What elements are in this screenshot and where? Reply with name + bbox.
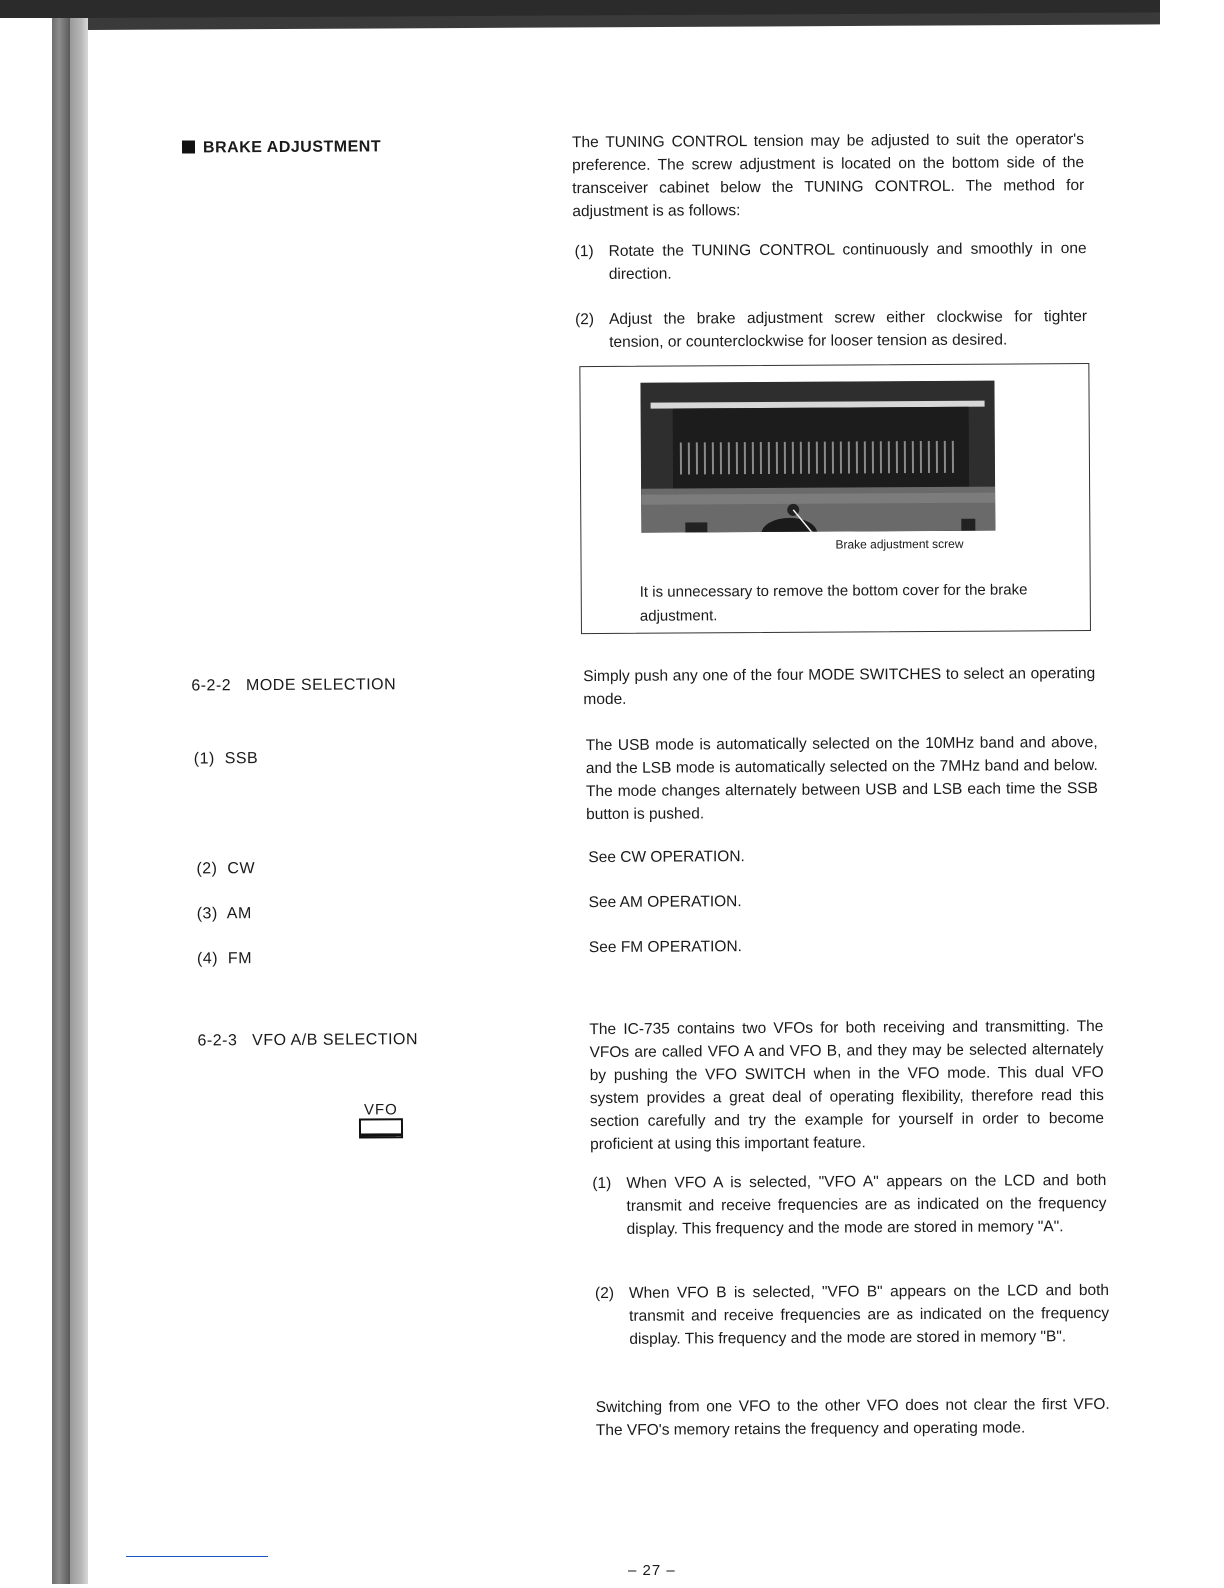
mode-text-fm: See FM OPERATION.: [589, 933, 1101, 959]
brake-step-1: (1) Rotate the TUNING CONTROL continuously and smoothly in one direction.: [575, 237, 1087, 286]
vfo-icon-label: VFO: [356, 1101, 406, 1118]
brake-heading: BRAKE ADJUSTMENT: [182, 138, 381, 157]
brake-figure-caption: It is unnecessary to remove the bottom cover for the brake adjustment.: [640, 578, 1050, 629]
vfo-button-shape: [359, 1118, 403, 1138]
mode-label-ssb: (1) SSB: [194, 750, 259, 768]
mode-text-ssb: The USB mode is automatically selected on the 10MHz band and above, and the LSB mode is automatically selected on the 7MHz band and below. The mode changes alternately between USB and LSB each time the SSB button is pushed.: [586, 731, 1099, 826]
footer-rule: [126, 1556, 268, 1557]
mode-label-am: (3) AM: [197, 905, 252, 923]
mode-intro: Simply push any one of the four MODE SWITCHES to select an operating mode.: [583, 662, 1095, 711]
transceiver-photo: [640, 381, 995, 533]
mode-text-am: See AM OPERATION.: [589, 888, 1101, 914]
vfo-step-1: (1) When VFO A is selected, "VFO A" appears on the LCD and both transmit and receive frequencies are as indicated on the frequency display. This frequency and the mode are stored in memory "A".: [592, 1169, 1106, 1241]
page-number: – 27 –: [628, 1562, 676, 1579]
vfo-step-2: (2) When VFO B is selected, "VFO B" appears on the LCD and both transmit and receive frequencies are as indicated on the frequency display. This frequency and the mode are stored in memory "B".: [595, 1279, 1109, 1351]
mode-label-fm: (4) FM: [197, 950, 252, 968]
vfo-heading: 6-2-3 VFO A/B SELECTION: [197, 1031, 418, 1050]
transceiver-bottom-image: [640, 381, 995, 533]
mode-label-cw: (2) CW: [196, 860, 255, 878]
vfo-closing: Switching from one VFO to the other VFO does not clear the first VFO. The VFO's memory retains the frequency and operating mode.: [596, 1393, 1110, 1442]
bullet-square-icon: [182, 140, 195, 153]
vfo-button-icon: [356, 1101, 406, 1138]
brake-figure: [579, 363, 1091, 634]
brake-screw-callout: Brake adjustment screw: [833, 537, 965, 552]
brake-step-2: (2) Adjust the brake adjustment screw either clockwise for tighter tension, or counterclockwise for looser tension as desired.: [575, 305, 1087, 354]
mode-text-cw: See CW OPERATION.: [588, 843, 1100, 869]
vfo-intro: The IC-735 contains two VFOs for both receiving and transmitting. The VFOs are called VFO A and VFO B, and they may be selected alternately by pushing the VFO SWITCH when in the VFO mode. This dual VFO system provides a great deal of operating flexibility, therefore read this section carefully and try the example for yourself in order to become proficient at using this important feature.: [589, 1015, 1104, 1156]
brake-intro: The TUNING CONTROL tension may be adjusted to suit the operator's preference. The screw adjustment is located on the bottom side of the transceiver cabinet below the TUNING CONTROL. The method for adjustment is as follows:: [572, 128, 1085, 223]
mode-heading: 6-2-2 MODE SELECTION: [191, 676, 396, 695]
